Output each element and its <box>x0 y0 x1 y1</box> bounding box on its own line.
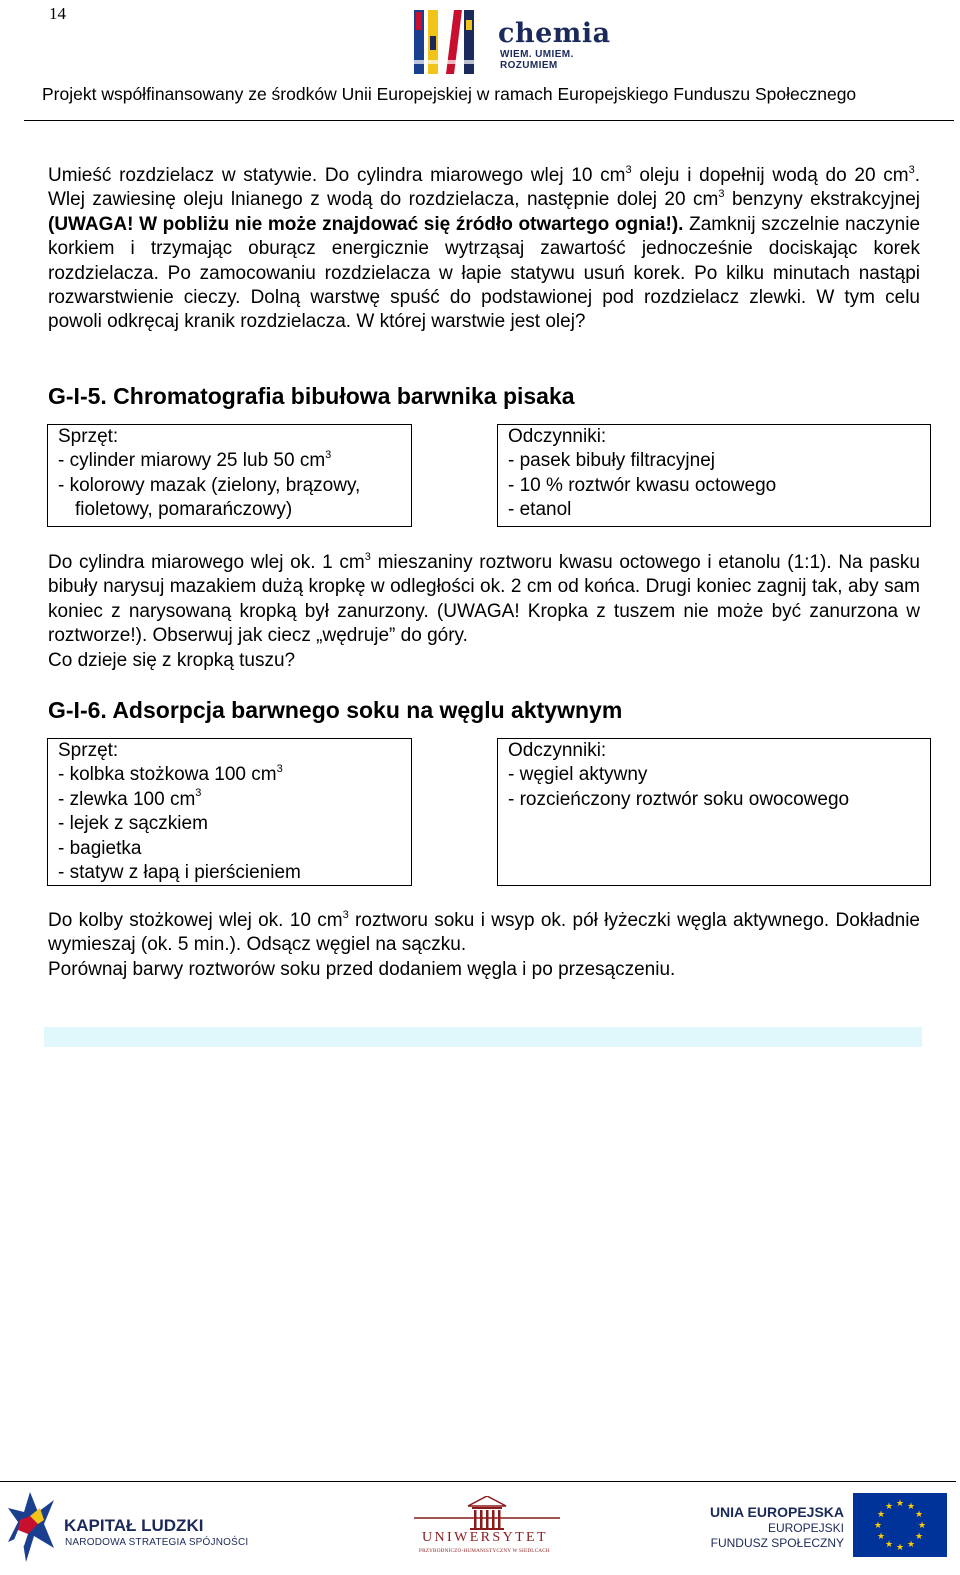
eu-title: UNIA EUROPEJSKA <box>709 1504 844 1520</box>
intro-text-3: . Wlej zawiesinę oleju lnianego z wodą do rozdzielacza, następnie dolej 20 cm <box>48 165 920 211</box>
body-text: Do cylindra miarowego wlej ok. 1 cm <box>48 552 365 573</box>
superscript: 3 <box>908 163 915 176</box>
chemia-logo <box>412 6 620 78</box>
logo-wordmark: chemia <box>498 18 611 49</box>
list-item-continuation: fioletowy, pomarańczowy) <box>75 499 293 521</box>
box-title: Sprzęt: <box>58 426 119 447</box>
list-item: - kolorowy mazak (zielony, brązowy, <box>58 474 361 496</box>
university-logo <box>412 1496 562 1562</box>
eu-line-3: FUNDUSZ SPOŁECZNY <box>710 1536 844 1550</box>
equipment-box <box>47 424 412 527</box>
project-funding-line: Projekt współfinansowany ze środków Unii Europejskiej w ramach Europejskiego Funduszu Społecznego <box>42 84 857 104</box>
list-item: - pasek bibuły filtracyjnej <box>508 450 715 472</box>
reagents-box <box>497 738 931 886</box>
kl-subtitle: NARODOWA STRATEGIA SPÓJNOŚCI <box>65 1537 249 1548</box>
intro-paragraph <box>48 164 920 335</box>
svg-text:★: ★ <box>914 1510 924 1520</box>
footer-divider <box>0 1481 956 1482</box>
list-item: - lejek z sączkiem <box>58 813 208 835</box>
svg-text:★: ★ <box>906 1540 916 1550</box>
svg-text:★: ★ <box>906 1502 916 1512</box>
superscript: 3 <box>342 908 349 921</box>
box-title: Odczynniki: <box>508 740 607 761</box>
svg-text:★: ★ <box>873 1521 883 1531</box>
eu-flag-icon <box>853 1493 947 1557</box>
question-text: Porównaj barwy roztworów soku przed dodaniem węgla i po przesączeniu. <box>48 958 676 980</box>
svg-text:★: ★ <box>876 1532 886 1542</box>
equipment-box <box>47 738 412 886</box>
svg-text:★: ★ <box>895 1543 905 1553</box>
eu-text <box>709 1498 852 1558</box>
item-text: - kolbka stożkowa 100 cm <box>58 764 277 786</box>
header-divider <box>24 120 954 121</box>
list-item: - etanol <box>508 499 572 521</box>
intro-text-1: Umieść rozdzielacz w statywie. Do cylindra miarowego wlej 10 cm <box>48 165 626 186</box>
item-text: - cylinder miarowy 25 lub 50 cm <box>58 450 326 472</box>
superscript: 3 <box>625 163 632 176</box>
list-item: - 10 % roztwór kwasu octowego <box>508 474 777 496</box>
kl-title: KAPITAŁ LUDZKI <box>64 1516 204 1535</box>
list-item <box>58 449 401 473</box>
superscript: 3 <box>325 449 332 462</box>
warning-text: (UWAGA! W pobliżu nie może znajdować się źródło otwartego ognia!). <box>48 213 684 235</box>
list-item <box>58 763 401 787</box>
box-title: Odczynniki: <box>508 426 607 447</box>
list-item: - statyw z łapą i pierścieniem <box>58 862 301 884</box>
item-text: - zlewka 100 cm <box>58 788 196 810</box>
svg-text:★: ★ <box>895 1499 905 1509</box>
intro-text-5: Zamknij szczelnie naczynie korkiem i trzymając oburącz energicznie wytrząsaj zawartość jednocześnie dociskając korek rozdzielacza. Po zamocowaniu rozdzielacza w łapie statywu usuń korek. Po kilku minutach nastąpi rozwarstwienie cieczy. Dolną warstwę spuść do podstawionej pod rozdzielacz zlewki. W tym celu powoli odkręcaj kranik rozdzielacza. W której warstwie jest olej? <box>48 213 921 333</box>
section5-paragraph <box>48 551 920 673</box>
intro-text-2: oleju i dopełnij wodą do 20 cm <box>631 165 909 186</box>
list-item: - węgiel aktywny <box>508 764 648 786</box>
eu-line-2: EUROPEJSKI <box>767 1521 844 1535</box>
kapital-ludzki-star-icon <box>8 1490 54 1562</box>
reagents-box <box>497 424 931 527</box>
page-number: 14 <box>49 4 66 23</box>
svg-text:★: ★ <box>917 1521 927 1531</box>
body-text: roztworu soku i wsyp ok. pół łyżeczki węgla aktywnego. Dokładnie wymieszaj (ok. 5 min.). Odsącz węgiel na sączku. <box>48 910 920 956</box>
section-heading-g-i-6: G-I-6. Adsorpcja barwnego soku na węglu aktywnym <box>48 697 623 723</box>
list-item: - bagietka <box>58 837 142 859</box>
svg-text:★: ★ <box>876 1510 886 1520</box>
university-name: UNIWERSYTET <box>422 1530 548 1545</box>
list-item <box>58 788 401 812</box>
box-title: Sprzęt: <box>58 740 119 761</box>
svg-text:★: ★ <box>884 1502 894 1512</box>
superscript: 3 <box>195 787 202 800</box>
body-text: mieszaniny roztworu kwasu octowego i etanolu (1:1). Na pasku bibuły narysuj mazakiem dużą kropkę w odległości ok. 2 cm od końca. Drugi koniec zagnij tak, aby sam koniec z narysowaną kropką był zanurzony. (UWAGA! Kropka z tuszem nie może być zanurzona w roztworze!). Obserwuj jak ciecz „wędruje” do góry. <box>48 552 920 647</box>
question-text: Co dzieje się z kropką tuszu? <box>48 649 296 671</box>
university-building-icon <box>412 1496 562 1532</box>
svg-text:★: ★ <box>914 1532 924 1542</box>
svg-text:★: ★ <box>884 1540 894 1550</box>
list-item: - rozcieńczony roztwór soku owocowego <box>508 788 850 810</box>
section-heading-g-i-5: G-I-5. Chromatografia bibułowa barwnika pisaka <box>48 383 575 409</box>
logo-tagline: WIEM. UMIEM. ROZUMIEM <box>500 49 574 71</box>
intro-text-4: benzyny ekstrakcyjnej <box>724 189 920 211</box>
superscript: 3 <box>276 763 283 776</box>
university-subtitle: PRZYRODNICZO-HUMANISTYCZNY W SIEDLCACH <box>419 1548 550 1554</box>
superscript: 3 <box>364 550 371 563</box>
highlight-bar <box>44 1027 922 1047</box>
kapital-ludzki-logo <box>8 1490 268 1565</box>
body-text: Do kolby stożkowej wlej ok. 10 cm <box>48 910 343 931</box>
superscript: 3 <box>718 188 725 201</box>
section6-paragraph <box>48 909 920 982</box>
chemia-bars-icon <box>412 6 484 78</box>
